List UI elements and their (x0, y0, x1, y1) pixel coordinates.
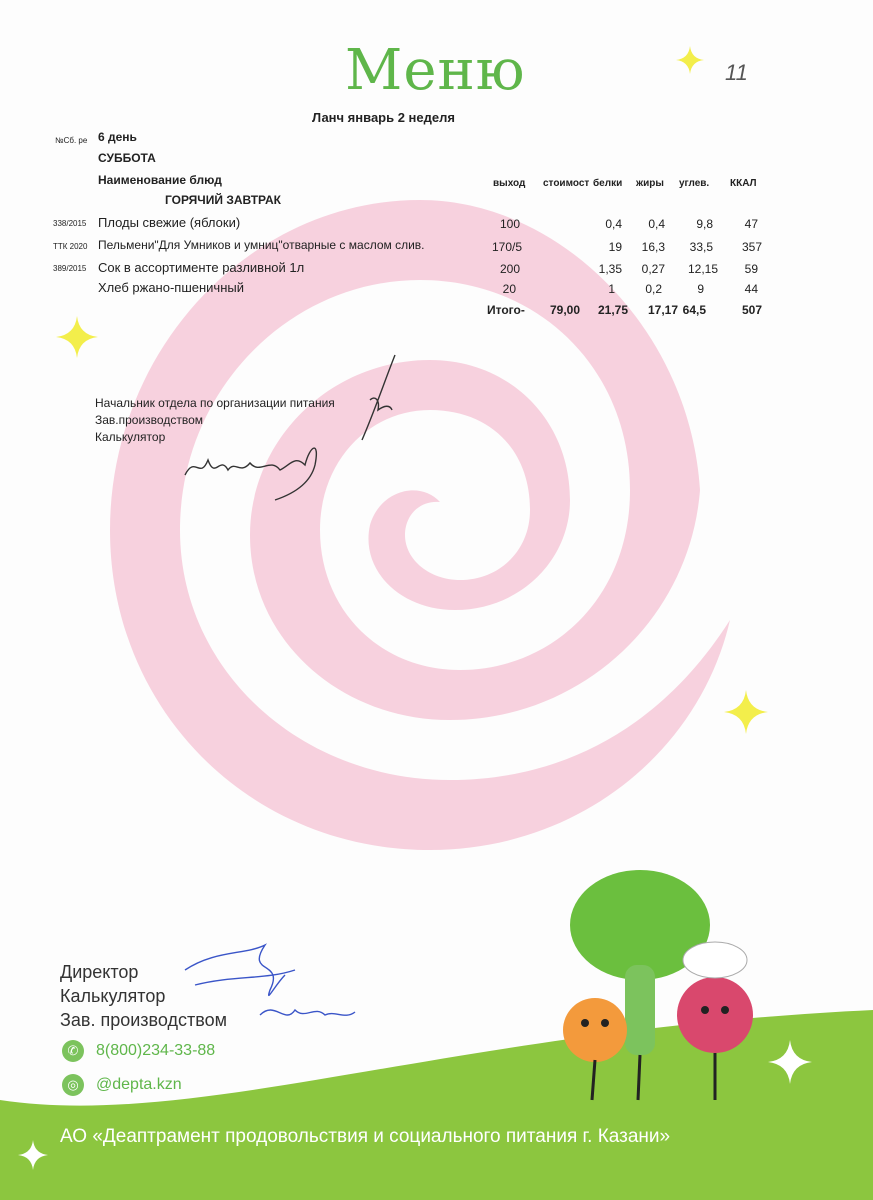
row-yield: 20 (502, 282, 516, 296)
yellow-star-icon (724, 690, 768, 734)
row-kcal: 357 (741, 240, 762, 254)
row-name: Сок в ассортименте разливной 1л (98, 260, 305, 275)
white-star-icon (768, 1040, 812, 1084)
blue-signature (175, 930, 365, 1040)
row-name: Хлеб ржано-пшеничный (98, 280, 244, 295)
white-star-icon (18, 1140, 48, 1170)
row-protein: 1,35 (598, 262, 622, 276)
row-fat: 0,4 (648, 217, 665, 231)
row-carbs: 9 (697, 282, 704, 296)
col-yield: выход (493, 178, 526, 189)
total-label: Итого- (487, 303, 525, 317)
total-fat: 17,17 (647, 303, 678, 317)
row-yield: 170/5 (491, 240, 522, 254)
row-code: 389/2015 (53, 264, 87, 273)
row-kcal: 59 (744, 262, 758, 276)
section-header: ГОРЯЧИЙ ЗАВТРАК (165, 193, 281, 207)
row-kcal: 44 (744, 282, 758, 296)
row-fat: 0,2 (645, 282, 662, 296)
instagram-handle[interactable]: @depta.kzn (96, 1076, 182, 1093)
col-kcal: ККАЛ (730, 178, 757, 189)
phone-icon: ✆ (62, 1040, 84, 1062)
phone-number[interactable]: 8(800)234-33-88 (96, 1042, 216, 1059)
row-name: Пельмени"Для Умников и умниц"отварные с маслом слив. (98, 238, 425, 252)
handwritten-signature-2 (180, 435, 340, 505)
total-protein: 21,75 (597, 303, 628, 317)
page-title: Меню (345, 38, 526, 103)
row-code: 338/2015 (53, 219, 87, 228)
doc-number: №Сб. ре (55, 136, 88, 145)
dishes-header: Наименование блюд (98, 173, 222, 187)
footer-calculator: Калькулятор (60, 986, 166, 1006)
vegetable-mascots-illustration (520, 865, 790, 1105)
yellow-star-icon (676, 46, 704, 74)
row-kcal: 47 (744, 217, 758, 231)
row-protein: 0,4 (605, 217, 622, 231)
row-code: ТТК 2020 (53, 242, 88, 251)
col-cost: стоимост (543, 178, 590, 189)
organization-name: АО «Деаптрамент продовольствия и социального питания г. Казани» (60, 1126, 671, 1147)
row-fat: 0,27 (641, 262, 665, 276)
signature-line-calculator: Калькулятор (95, 430, 166, 444)
row-protein: 1 (608, 282, 615, 296)
row-yield: 200 (499, 262, 520, 276)
row-protein: 19 (608, 240, 622, 254)
total-carbs: 64,5 (682, 303, 706, 317)
total-cost: 79,00 (549, 303, 580, 317)
row-carbs: 9,8 (696, 217, 713, 231)
handwritten-signature-1 (350, 350, 400, 445)
yellow-star-icon (56, 316, 98, 358)
row-name: Плоды свежие (яблоки) (98, 215, 241, 230)
signature-line-production: Зав.производством (95, 413, 203, 427)
footer-director: Директор (60, 962, 139, 982)
col-fat: жиры (636, 178, 664, 189)
day-label: 6 день (98, 130, 137, 144)
handwritten-mark: 11 (725, 60, 748, 85)
row-carbs: 12,15 (687, 262, 718, 276)
page-subtitle: Ланч январь 2 неделя (312, 110, 455, 125)
row-carbs: 33,5 (689, 240, 713, 254)
footer-production: Зав. производством (60, 1010, 227, 1030)
row-fat: 16,3 (641, 240, 665, 254)
col-carbs: углев. (679, 178, 710, 189)
col-protein: белки (593, 178, 623, 189)
weekday-label: СУББОТА (98, 151, 156, 165)
instagram-icon: ◎ (62, 1074, 84, 1096)
signature-line-head: Начальник отдела по организации питания (95, 396, 335, 410)
total-kcal: 507 (741, 303, 762, 317)
row-yield: 100 (499, 217, 520, 231)
